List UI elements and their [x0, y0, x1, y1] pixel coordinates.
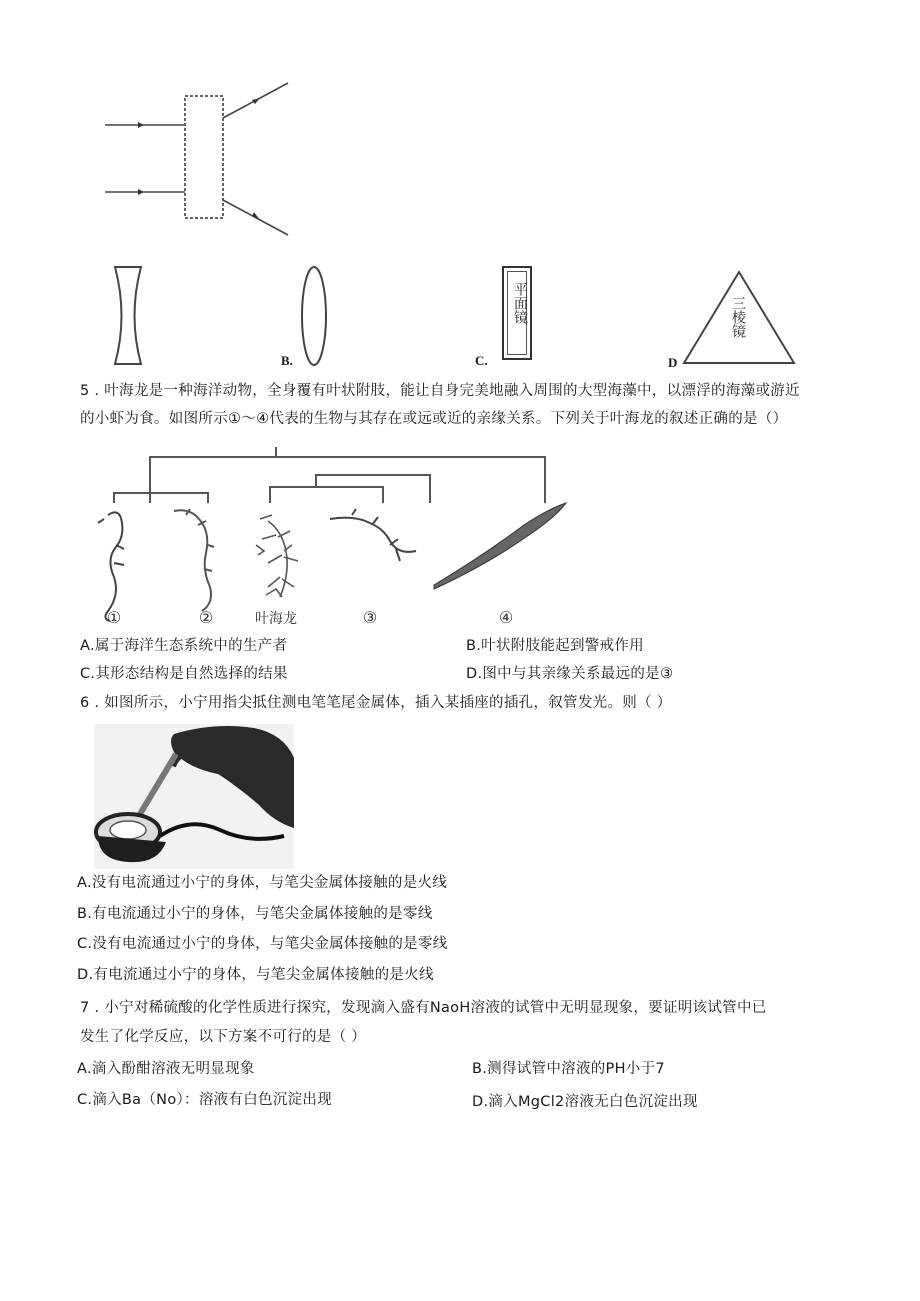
q7-option-b[interactable]: B.测得试管中溶液的PH小于7 — [472, 1061, 665, 1077]
q7-option-a[interactable]: A.滴入酚酣溶液无明显现象 — [77, 1061, 255, 1077]
pipefish-3-illustration — [330, 509, 416, 561]
q6-option-a[interactable]: A.没有电流通过小宁的身体，与笔尖金属体接触的是火线 — [77, 875, 448, 891]
tree-label-1: ① — [106, 608, 122, 627]
q5-option-c[interactable]: C.其形态结构是自然选择的结果 — [80, 666, 288, 682]
q7-stem-line1: 7 . 小宁对稀硫酸的化学性质进行探究，发现滴入盛有NaoH溶液的试管中无明显现象，要证明该试管中已 — [80, 1000, 767, 1016]
q6-option-c[interactable]: C.没有电流通过小宁的身体，与笔尖金属体接触的是零线 — [77, 936, 448, 952]
tree-label-3: ③ — [362, 608, 378, 627]
leafy-seadragon-illustration — [256, 515, 298, 597]
q6-option-b[interactable]: B.有电流通过小宁的身体，与笔尖金属体接触的是零线 — [77, 906, 433, 922]
q6-option-d[interactable]: D.有电流通过小宁的身体，与笔尖金属体接触的是火线 — [77, 967, 434, 983]
q7-stem-line2: 发生了化学反应，以下方案不可行的是（ ） — [80, 1029, 367, 1045]
option-c-label: C. — [475, 353, 488, 368]
q7-option-d[interactable]: D.滴入MgCl2溶液无白色沉淀出现 — [472, 1094, 698, 1110]
phylogenetic-tree — [90, 445, 590, 630]
q5-option-a[interactable]: A.属于海洋生态系统中的生产者 — [80, 638, 288, 654]
ray-diagram — [100, 78, 300, 243]
tree-label-4: ④ — [498, 608, 514, 627]
q6-stem: 6 . 如图所示，小宁用指尖抵住测电笔笔尾金属体，插入某插座的插孔，叙管发光。则（ ） — [80, 695, 672, 711]
q5-option-d[interactable]: D.图中与其亲缘关系最远的是③ — [466, 666, 674, 682]
q5-option-b[interactable]: B.叶状附肢能起到警戒作用 — [466, 638, 644, 654]
plane-mirror-label: 平面镜 — [512, 282, 528, 324]
tree-label-seadragon: 叶海龙 — [255, 611, 297, 627]
seahorse-2-illustration — [174, 509, 214, 611]
convex-lens-icon — [298, 264, 330, 368]
option-b-label: B. — [281, 353, 293, 368]
q5-stem-line1: 5 . 叶海龙是一种海洋动物，全身覆有叶状附肢，能让自身完美地融入周围的大型海藻中，以漂浮的海藻或游近 — [80, 383, 800, 399]
test-pen-photo — [94, 724, 294, 869]
prism-label: 三棱镜 — [730, 296, 746, 338]
q5-stem-line2: 的小虾为食。如图所示①～④代表的生物与其存在或远或近的亲缘关系。下列关于叶海龙的叙述正确的是（） — [80, 411, 788, 427]
seahorse-1-illustration — [98, 512, 124, 621]
plane-mirror-icon — [502, 266, 532, 360]
tree-label-2: ② — [198, 608, 214, 627]
concave-lens-icon — [108, 264, 148, 368]
option-d-label: D — [668, 355, 678, 370]
eel-4-illustration — [434, 503, 566, 589]
q7-option-c[interactable]: C.滴入Ba（No）：溶液有白色沉淀出现 — [77, 1092, 333, 1108]
